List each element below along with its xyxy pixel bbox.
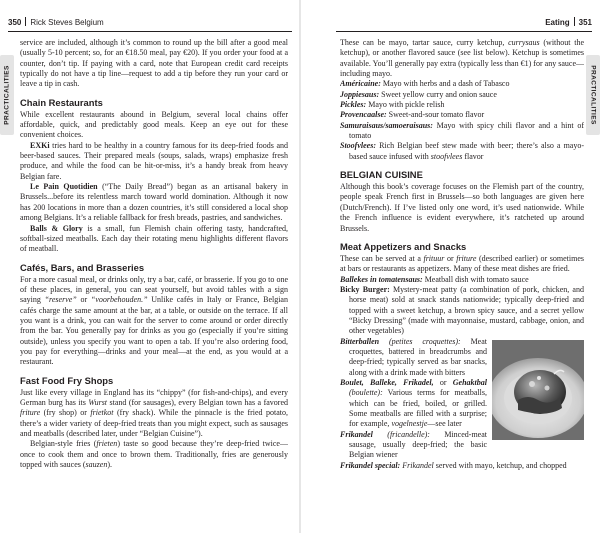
right-page: [300, 0, 600, 533]
cafes-paragraph: For a more casual meal, or drinks only, try a bar, café, or brasserie. If you go to one of these places, in general, you can seat yourself, but avoid tables with a sign saying “reserve” or “voorbehouden.” Unlike cafés in Italy or France, Belgian cafés charge the same amount at the bar, at a table, or outside on the terrace. If all you want is a drink, you can wait for the server to come around or order directly from the bar. You generally pay for drinks as you go (especially if you’re sitting outside), unless you specify you want to open a tab. If you’re also ordering food, you pay for everything—drinks and your meal—at the end, as you would at a restaurant.: [20, 274, 288, 367]
sauces-intro: These can be mayo, tartar sauce, curry ketchup, currysaus (without the ketchup), or another flavored sauce (see list below). Ketchup is sometimes available. You’ll generally pay extra (typically less than €1) for any sauce—including mayo.: [340, 38, 584, 79]
sauce-item: Joppiesaus: Sweet yellow curry and onion sauce: [340, 89, 497, 99]
meatball-dish-photo: [492, 340, 584, 440]
right-running-header: [336, 16, 592, 30]
fry-shops-paragraph: Just like every village in England has its “chippy” (for fish-and-chips), and every German burg has its Wurst stand (for sausages), every Belgian town has a favored friture (fry shop) or frietkot (fry shack). While the pinnacle is the fried potato, there’s a wider variety of deep-fried treats than you might expect, such as sausages and meatballs (described later, under “Belgian Cuisine”).: [20, 387, 288, 438]
tipping-paragraph: service are included, although it’s common to round up the bill after a good meal (usually 5-10 percent; so, for an €18.50 meal, pay €20). If you order your food at a counter, don’t tip. If paying with a card, note that European credit card receipts typically do not have a tip line—request to add a tip before they run your card or leave a tip in cash.: [20, 38, 288, 89]
sauce-item: Samuraisaus/samoeraisaus: Mayo with spicy chili flavor and a hint of tomato: [340, 120, 584, 141]
left-side-tab: [0, 55, 14, 135]
sauce-item: Pickles: Mayo with pickle relish: [340, 100, 445, 110]
balls-glory-name: Balls & Glory: [30, 223, 83, 233]
header-separator: [574, 17, 575, 26]
meatball-dish-illustration: [492, 340, 584, 440]
left-page-body: [20, 38, 288, 527]
fry-shops-heading: Fast Food Fry Shops: [20, 374, 114, 386]
right-side-tab: [586, 55, 600, 135]
glossary-frikandel-special: Frikandel special: Frikandel served with mayo, ketchup, and chopped: [340, 460, 567, 470]
belgian-cuisine-paragraph: Although this book’s coverage focuses on the Flemish part of the country, people speak French first in Brussels—so both languages are given here (Dutch/French). If I’ve listed only one word, it’s used nationwide. While the French influence is evident everywhere, it’s ratcheted up around Brussels.: [340, 182, 584, 233]
sauce-item: Provencaalse: Sweet-and-sour tomato flavor: [340, 110, 485, 120]
left-side-tab-label: PRACTICALITIES: [3, 65, 11, 125]
cafes-bars-heading: Cafés, Bars, and Brasseries: [20, 261, 145, 273]
balls-glory-paragraph: Balls & Glory is a small, fun Flemish chain offering tasty, handcrafted, softball-sized meatballs. Each day their rotating menu highlights different flavors of meatball.: [20, 223, 288, 254]
right-running-head: Eating: [545, 18, 570, 27]
meat-appetizers-intro: These can be served at a frituur or friture (described earlier) or sometimes at bars or restaurants as appetizers. Many of these meat dishes are fried.: [340, 253, 584, 274]
glossary-frikandel: Frikandel (fricandelle): Minced-meat sausage, usually deep-fried; the basic Belgian wiener: [340, 429, 487, 460]
sauce-item: Américaine: Mayo with herbs and a dash of Tabasco: [340, 79, 510, 89]
right-header-rule: [336, 31, 592, 32]
header-separator: [25, 17, 26, 26]
left-running-head: Rick Steves Belgium: [30, 18, 104, 27]
sauce-item: Stoofvlees: Rich Belgian beef stew made with beer; there’s also a mayo-based sauce infused with stoofvlees flavor: [340, 141, 584, 161]
belgian-fries-paragraph: Belgian-style fries (frieten) taste so good because they’re deep-fried twice—once to cook them and once to brown them. Traditionally, fries are generously topped with sauces (sauzen).: [20, 439, 288, 470]
chain-restaurants-heading: Chain Restaurants: [20, 96, 103, 108]
meat-appetizers-heading: Meat Appetizers and Snacks: [340, 240, 467, 252]
belgian-cuisine-heading: BELGIAN CUISINE: [340, 169, 423, 181]
left-running-header: [8, 16, 292, 30]
right-page-body: [340, 38, 584, 527]
glossary-bicky-burger: Bicky Burger: Mystery-meat patty (a combination of pork, chicken, and horse meat) sold at snack stands nationwide; typically deep-fried and topped with a sweet ketchup, a brown spicy sauce, and a secret yellow “Bicky Dressing” (made with mayonnaise, mustard, cabbage, onion, and other vegetables): [340, 284, 584, 336]
le-pain-quotidien-paragraph: Le Pain Quotidien (“The Daily Bread”) began as an artisanal bakery in Brussels...before its relentless march toward world domination. Although it now has 200 locations in more than a dozen countries, it’s still considered a local shop among Belgians. It’s a reliable fallback for fresh breads, pastries, and sandwiches.: [20, 182, 288, 223]
glossary-boulet: Boulet, Balleke, Frikadel, or Gehaktbal (boulette): Various terms for meatballs, which can be fried, boiled, or grilled. Some meatballs are filled with a surprise; for example, vogelnestje—see later: [340, 377, 487, 429]
le-pain-quotidien-name: Le Pain Quotidien: [30, 182, 98, 192]
glossary-ballekes: Ballekes in tomatensaus: Meatball dish with tomato sauce: [340, 274, 529, 284]
right-page-number: 351: [578, 18, 592, 27]
glossary-bitterballen: Bitterballen (petites croquettes): Meat croquettes, battered in breadcrumbs and deep-fried; typically served as bar snacks, along with a drink made with bitters: [340, 336, 487, 377]
left-page-number: 350: [8, 18, 22, 27]
exki-name: EXKi: [30, 140, 50, 150]
right-side-tab-label: PRACTICALITIES: [589, 65, 597, 125]
exki-paragraph: EXKi tries hard to be healthy in a country famous for its deep-fried foods and beer-based sauces. Their prepared meals (soups, salads, wraps) emphasize fresh produce, and while the food can be hit-or-miss, it’s a handy break from heavy Belgian fare.: [20, 140, 288, 181]
chain-intro: While excellent restaurants abound in Belgium, several local chains offer affordable, quick, and predictably good meals. Keep an eye out for these convenient choices.: [20, 109, 288, 140]
left-header-rule: [8, 31, 292, 32]
